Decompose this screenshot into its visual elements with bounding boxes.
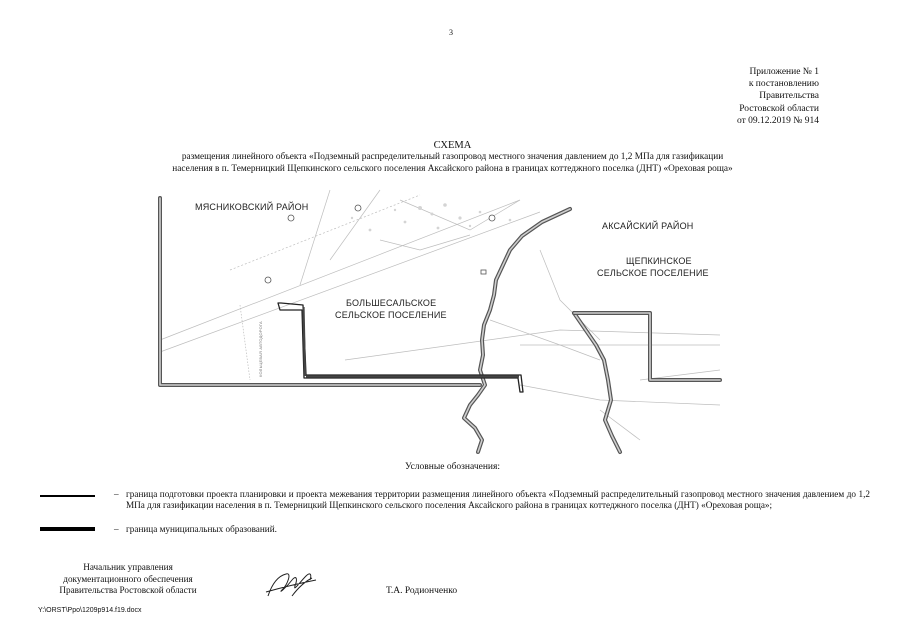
- position-line: Правительства Ростовской области: [59, 585, 197, 596]
- label-bolsheslaskoe-1: БОЛЬШЕСАЛЬСКОЕ: [346, 298, 437, 308]
- signatory-name: Т.А. Родионченко: [386, 586, 458, 596]
- label-road: КОЛЬЦЕВАЯ АВТОДОРОГА: [258, 321, 263, 377]
- legend-item-project-boundary: [40, 489, 870, 525]
- signatory-position: [38, 562, 218, 597]
- page-number: 3: [449, 28, 453, 37]
- subtitle-line: размещения линейного объекта «Подземный распределительный газопровод местного значения давлением до 1,2 МПа для газификации: [181, 152, 724, 162]
- appendix-line: Ростовской области: [739, 103, 819, 114]
- subtitle-line: населения в п. Темерницкий Щепкинского сельского поселения Аксайского района в границах коттеджного поселка (ДНТ) «Ореховая роща»: [172, 163, 733, 174]
- map-texture: [351, 203, 512, 231]
- legend-dash: –: [114, 489, 119, 499]
- label-myasnikovsky: МЯСНИКОВСКИЙ РАЙОН: [195, 202, 309, 212]
- label-shchepkinskoe-1: ЩЕПКИНСКОЕ: [626, 256, 692, 266]
- legend-text: граница муниципальных образований.: [126, 524, 277, 534]
- handwritten-signature: [262, 566, 322, 602]
- legend-thin-line-swatch: [40, 495, 95, 497]
- footer-file-path: Y:\ORST\Ppo\1209p914.f19.docx: [38, 607, 142, 614]
- appendix-line: от 09.12.2019 № 914: [737, 115, 819, 126]
- municipal-boundaries: [160, 198, 720, 452]
- legend-dash: –: [114, 524, 119, 534]
- legend-thick-line-swatch: [40, 527, 95, 531]
- position-line: документационного обеспечения: [63, 573, 193, 584]
- appendix-line: Приложение № 1: [749, 67, 819, 77]
- legend-text: граница подготовки проекта планировки и проекта межевания территории размещения линейного объекта «Подземный распределительный газопровод местного значения давлением до 1,2 МПа для газификации населения в п. Темерницкий Щепкинского сельского поселения Аксайского района в границах коттеджного поселка (ДНТ) «Ореховая роща»;: [126, 489, 870, 511]
- label-aksaisky: АКСАЙСКИЙ РАЙОН: [602, 221, 694, 231]
- appendix-line: к постановлению: [748, 79, 819, 90]
- scheme-title: СХЕМА: [433, 140, 472, 151]
- label-bolsheslaskoe-2: СЕЛЬСКОЕ ПОСЕЛЕНИЕ: [335, 310, 447, 320]
- position-line: Начальник управления: [83, 562, 173, 572]
- legend-item-municipal-boundary: [40, 524, 870, 538]
- appendix-line: Правительства: [759, 91, 819, 102]
- legend-title: Условные обозначения:: [404, 462, 500, 472]
- label-shchepkinskoe-2: СЕЛЬСКОЕ ПОСЕЛЕНИЕ: [597, 268, 709, 278]
